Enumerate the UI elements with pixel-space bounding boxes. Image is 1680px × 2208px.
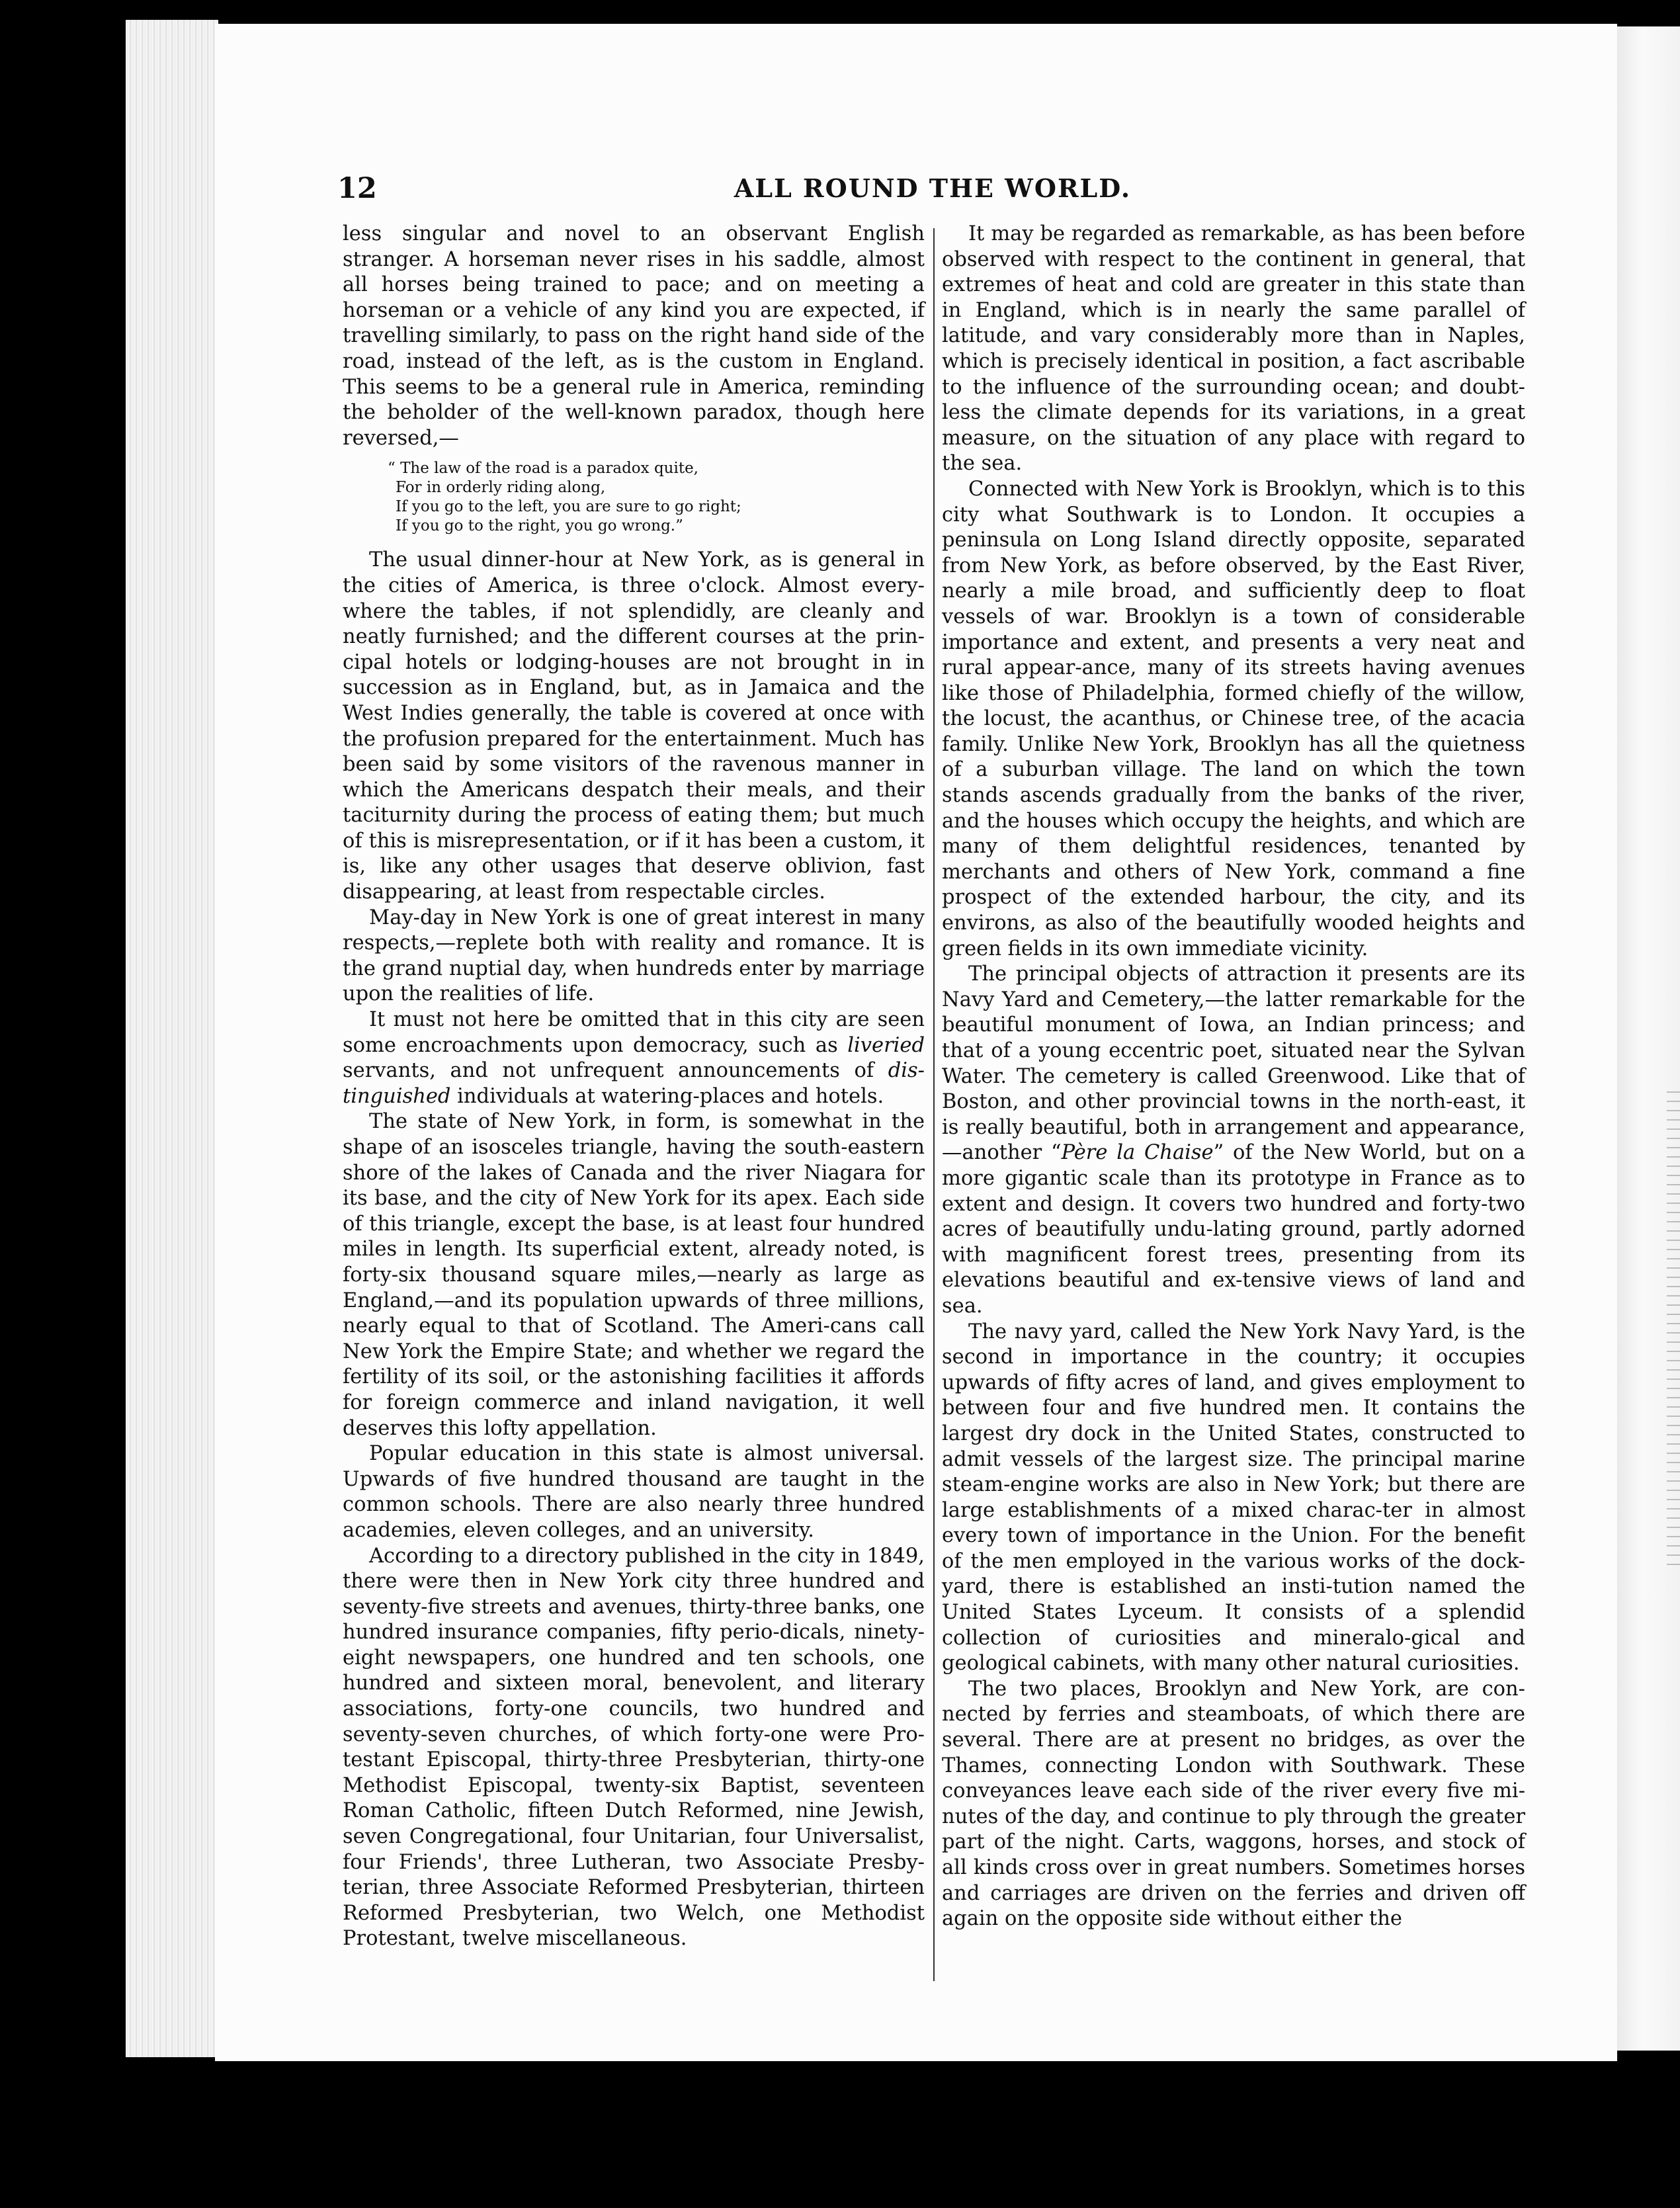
paragraph-cemetery	[942, 962, 1525, 1319]
paragraph-ferries: The two places, Brooklyn and New York, are con-nected by ferries and steamboats, of which there are several. There are at present no bridges, as over the Thames, connecting London with Southwark. These conveyances leave each side of the river every five mi-nutes of the day, and continue to ply through the greater part of the night. Carts, waggons, horses, and stock of all kinds cross over in great numbers. Sometimes horses and carriages are driven on the ferries and driven off again on the opposite side without either the	[942, 1677, 1525, 1931]
verse-quote	[388, 459, 925, 536]
verse-line: If you go to the left, you are sure to go right;	[396, 498, 741, 516]
next-page-edge	[1617, 26, 1680, 2051]
paragraph-brooklyn: Connected with New York is Brooklyn, which is to this city what Southwark is to London. It occupies a peninsula on Long Island directly opposite, separated from New York, as before observed, by the East River, nearly a mile broad, and sufficiently deep to float vessels of war. Brooklyn is a town of considerable importance and extent, and presents a very neat and rural appear-ance, many of its streets having avenues like those of Philadelphia, formed chiefly of the willow, the locust, the acanthus, or Chinese tree, of the acacia family. Unlike New York, Brooklyn has all the quietness of a suburban village. The land on which the town stands ascends gradually from the banks of the river, and the houses which occupy the heights, and which are many of them delightful residences, tenanted by merchants and others of New York, command a fine prospect of the extended harbour, the city, and its environs, as also of the beautifully wooded heights and green fields in its own immediate vicinity.	[942, 477, 1525, 960]
page-number: 12	[337, 172, 377, 205]
paragraph-climate: It may be regarded as remarkable, as has been before observed with respect to the continent in general, that extremes of heat and cold are greater in this state than in England, which is in nearly the same parallel of latitude, and vary considerably more than in Naples, which is precisely identical in position, a fact ascribable to the influence of the surrounding ocean; and doubt-less the climate depends for its variations, in a great measure, on the situation of any place with regard to the sea.	[942, 222, 1525, 476]
paragraph-may-day: May-day in New York is one of great interest in many respects,—replete both with reality and romance. It is the grand nuptial day, when hundreds enter by marriage upon the realities of life.	[343, 906, 925, 1006]
verse-line: If you go to the right, you go wrong.”	[396, 517, 683, 535]
paragraph-directory: According to a directory published in the city in 1849, there were then in New York city three hundred and seventy-five streets and avenues, thirty-three banks, one hundred insurance companies, fifty perio-dicals, ninety-eight newspapers, one hundred and ten schools, one hundred and sixteen moral, benevolent, and literary associations, forty-one councils, two hundred and seventy-seven churches, of which forty-one were Pro-testant Episcopal, thirty-three Presbyterian, thirty-one Methodist Episcopal, twenty-six Baptist, seventeen Roman Catholic, fifteen Dutch Reformed, nine Jewish, seven Congregational, four Unitarian, four Universalist, four Friends', three Lutheran, two Associate Presby-terian, three Associate Reformed Presbyterian, thirteen Reformed Presbyterian, two Welch, one Methodist Protestant, twelve miscellaneous.	[343, 1544, 925, 1951]
running-title: ALL ROUND THE WORLD.	[734, 173, 1132, 203]
paragraph-continued: less singular and novel to an observant English stranger. A horseman never rises in his saddle, almost all horses being trained to pace; and on meeting a horseman or a vehicle of any kind you are expected, if travelling similarly, to pass on the right hand side of the road, instead of the left, as is the custom in England. This seems to be a general rule in America, reminding the beholder of the well-known paradox, though here reversed,—	[343, 222, 925, 450]
text-run: servants, and not unfrequent announcements of	[343, 1059, 888, 1083]
text-run: It must not here be omitted that in this city are seen some encroachments upon democracy, such as	[343, 1008, 925, 1057]
page-edge-stack	[126, 20, 218, 2057]
text-run: individuals at watering-places and hotels.	[450, 1084, 884, 1108]
paragraph-education: Popular education in this state is almost universal. Upwards of five hundred thousand are taught in the common schools. There are also nearly three hundred academies, eleven colleges, and an university.	[343, 1442, 925, 1542]
italic-text: liveried	[847, 1033, 925, 1057]
italic-text: Père la Chaise	[1061, 1141, 1214, 1165]
paragraph-democracy	[343, 1007, 925, 1109]
edge-marks	[1667, 1091, 1680, 1568]
paragraph-navy-yard: The navy yard, called the New York Navy Yard, is the second in importance in the country; it occupies upwards of fifty acres of land, and gives employment to between four and five hundred men. It contains the largest dry dock in the United States, constructed to admit vessels of the largest size. The principal marine steam-engine works are also in New York; but there are large establishments of a mixed charac-ter in almost every town of importance in the Union. For the benefit of the men employed in the various works of the dock-yard, there is established an insti-tution named the United States Lyceum. It consists of a splendid collection of curiosities and mineralo-gical and geological cabinets, with many other natural curiosities.	[942, 1320, 1525, 1676]
paragraph-dinner-hour: The usual dinner-hour at New York, as is general in the cities of America, is three o'clock. Almost every-where the tables, if not splendidly, are cleanly and neatly furnished; and the different courses at the prin-cipal hotels or lodging-houses are not brought in in succession as in England, but, as in Jamaica and the West Indies generally, the table is covered at once with the profusion prepared for the entertainment. Much has been said by some visitors of the ravenous manner in which the Americans despatch their meals, and their taciturnity during the process of eating them; but much of this is misrepresentation, or if it has been a custom, it is, like any other usages that deserve oblivion, fast disappearing, at least from respectable circles.	[343, 548, 925, 904]
left-column	[343, 222, 925, 1952]
column-divider	[933, 228, 935, 1981]
text-run: ” of the New World, but on a more gigantic scale than its prototype in France as to extent and design. It covers two hundred and forty-two acres of beautifully undu-lating ground, partly adorned with magnificent forest trees, presenting from its elevations beautiful and ex-tensive views of land and sea.	[942, 1141, 1525, 1318]
italic-text: dis-tinguished	[343, 1059, 925, 1108]
verse-line: For in orderly riding along,	[396, 479, 606, 497]
paragraph-state-shape: The state of New York, in form, is somewhat in the shape of an isosceles triangle, having the south-eastern shore of the lakes of Canada and the river Niagara for its base, and the city of New York for its apex. Each side of this triangle, except the base, is at least four hundred miles in length. Its superficial extent, already noted, is forty-six thousand square miles,—nearly as large as England,—and its population upwards of three millions, nearly equal to that of Scotland. The Ameri-cans call New York the Empire State; and whether we regard the fertility of its soil, or the astonishing facilities it affords for foreign commerce and inland navigation, it well deserves this lofty appellation.	[343, 1110, 925, 1440]
running-head	[337, 169, 1528, 208]
text-run: The principal objects of attraction it presents are its Navy Yard and Cemetery,—the latter remarkable for the beautiful monument of Iowa, an Indian princess; and that of a young eccentric poet, situated near the Sylvan Water. The cemetery is called Greenwood. Like that of Boston, and other provincial towns in the north-east, it is really beautiful, both in arrangement and appearance,—another “	[942, 962, 1525, 1165]
right-column	[942, 222, 1525, 1932]
verse-line: “ The law of the road is a paradox quite,	[388, 460, 698, 478]
